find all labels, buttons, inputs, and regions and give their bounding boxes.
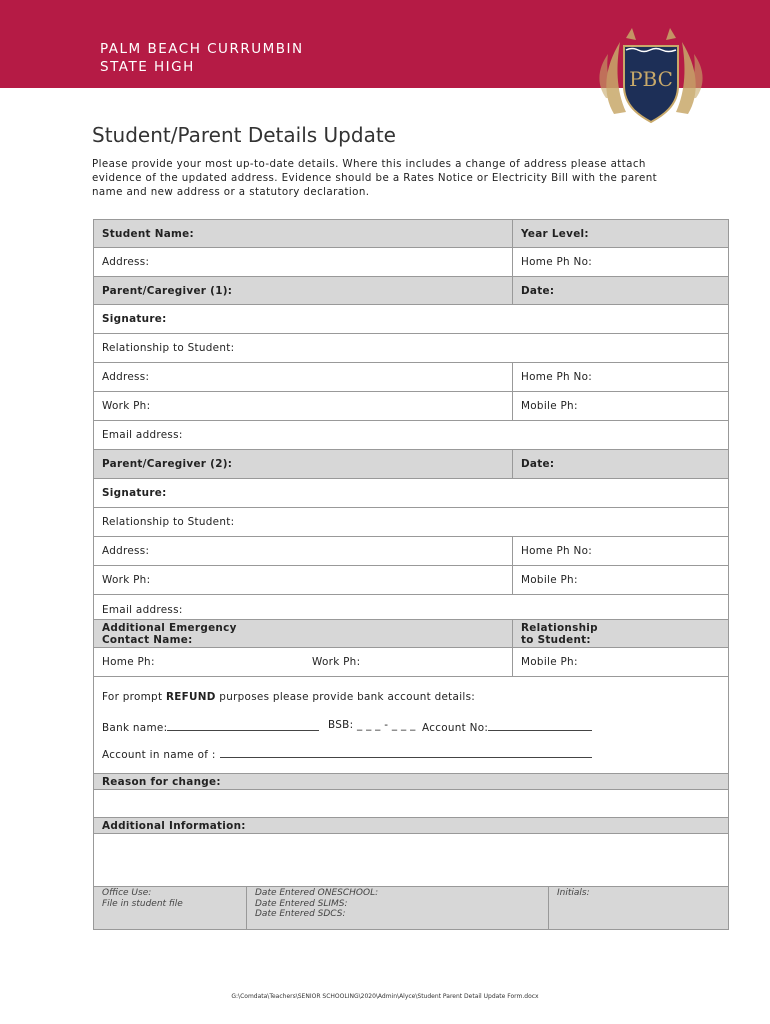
parent2-signature-field[interactable]: Signature: xyxy=(102,487,167,499)
parent1-address-field[interactable]: Address: xyxy=(102,371,150,383)
row-parent1-signature xyxy=(94,305,728,334)
emergency-home-phone-field[interactable]: Home Ph: xyxy=(102,656,155,668)
parent1-mobile-field[interactable]: Mobile Ph: xyxy=(512,392,728,420)
parent2-address-field[interactable]: Address: xyxy=(102,545,150,557)
row-parent1-phones xyxy=(94,392,728,421)
additional-info-label: Additional Information: xyxy=(102,819,246,832)
parent2-home-phone-field[interactable]: Home Ph No: xyxy=(512,537,728,565)
bsb-input[interactable]: BSB: _ _ _ - _ _ _ xyxy=(328,719,416,731)
row-emergency-phones xyxy=(94,648,728,677)
account-name-input[interactable] xyxy=(220,746,592,758)
reason-input[interactable] xyxy=(94,790,728,818)
row-reason-header xyxy=(94,774,728,790)
parent2-relationship-field[interactable]: Relationship to Student: xyxy=(102,516,235,528)
school-name-line1: PALM BEACH CURRUMBIN xyxy=(100,41,304,57)
row-parent1-email xyxy=(94,421,728,450)
student-home-phone-field[interactable]: Home Ph No: xyxy=(512,248,728,276)
parent2-date-field[interactable]: Date: xyxy=(512,450,728,478)
parent1-email-field[interactable]: Email address: xyxy=(102,429,183,441)
school-crest-logo xyxy=(596,28,706,132)
emergency-contact-name-field[interactable]: Additional Emergency Contact Name: xyxy=(102,621,237,646)
parent2-mobile-field[interactable]: Mobile Ph: xyxy=(512,566,728,594)
parent1-name-field[interactable]: Parent/Caregiver (1): xyxy=(102,284,233,297)
reason-label: Reason for change: xyxy=(102,775,221,788)
student-address-field[interactable]: Address: xyxy=(102,256,150,268)
account-name-line: Account in name of : xyxy=(102,746,592,761)
row-student-name xyxy=(94,220,728,248)
emergency-mobile-field[interactable]: Mobile Ph: xyxy=(512,648,728,676)
bank-name-input[interactable] xyxy=(167,719,319,731)
emergency-work-phone-field[interactable]: Work Ph: xyxy=(312,656,361,668)
account-number-line: Account No: xyxy=(422,719,592,734)
parent1-date-field[interactable]: Date: xyxy=(512,277,728,304)
parent1-signature-field[interactable]: Signature: xyxy=(102,313,167,325)
parent1-work-phone-field[interactable]: Work Ph: xyxy=(102,400,151,412)
additional-info-input[interactable] xyxy=(94,834,728,887)
refund-instruction: For prompt REFUND purposes please provide bank account details: xyxy=(102,691,476,703)
office-dates-cell: Date Entered ONESCHOOL: Date Entered SLIMS: Date Entered SDCS: xyxy=(246,887,548,929)
footer-file-path: G:\Comdata\Teachers\SENIOR SCHOOLING\2020\Admin\Alyce\Student Parent Detail Update Form.docx xyxy=(231,993,539,1000)
year-level-field[interactable]: Year Level: xyxy=(512,220,728,247)
details-form xyxy=(93,219,729,930)
parent2-work-phone-field[interactable]: Work Ph: xyxy=(102,574,151,586)
row-bank-details xyxy=(94,677,728,774)
bank-name-line: Bank name: xyxy=(102,719,319,734)
parent2-name-field[interactable]: Parent/Caregiver (2): xyxy=(102,458,233,470)
office-use-cell: Office Use: File in student file xyxy=(102,888,183,909)
crest-initials: PBC xyxy=(629,67,673,91)
intro-text: Please provide your most up-to-date details. Where this includes a change of address please attach evidence of the updated address. Evidence should be a Rates Notice or Electricity Bill with the parent name and new address or a statutory declaration. xyxy=(92,158,658,198)
row-parent1-relationship xyxy=(94,334,728,363)
row-parent2-signature xyxy=(94,479,728,508)
student-name-field[interactable]: Student Name: xyxy=(102,227,194,240)
row-parent2-email xyxy=(94,595,728,620)
row-parent2-address xyxy=(94,537,728,566)
row-emergency-contact xyxy=(94,620,728,648)
account-number-input[interactable] xyxy=(488,719,592,731)
row-student-address xyxy=(94,248,728,277)
parent1-home-phone-field[interactable]: Home Ph No: xyxy=(512,363,728,391)
school-name-line2: STATE HIGH xyxy=(100,59,195,75)
office-initials-cell: Initials: xyxy=(548,887,728,929)
row-parent2-phones xyxy=(94,566,728,595)
row-parent1-address xyxy=(94,363,728,392)
row-office-use xyxy=(94,887,728,930)
row-parent2-relationship xyxy=(94,508,728,537)
row-additional-info-header xyxy=(94,818,728,834)
row-parent1 xyxy=(94,277,728,305)
parent2-email-field[interactable]: Email address: xyxy=(102,604,183,616)
row-parent2 xyxy=(94,450,728,479)
page-title: Student/Parent Details Update xyxy=(92,123,396,147)
parent1-relationship-field[interactable]: Relationship to Student: xyxy=(102,342,235,354)
emergency-relationship-field[interactable]: Relationship to Student: xyxy=(512,620,728,647)
